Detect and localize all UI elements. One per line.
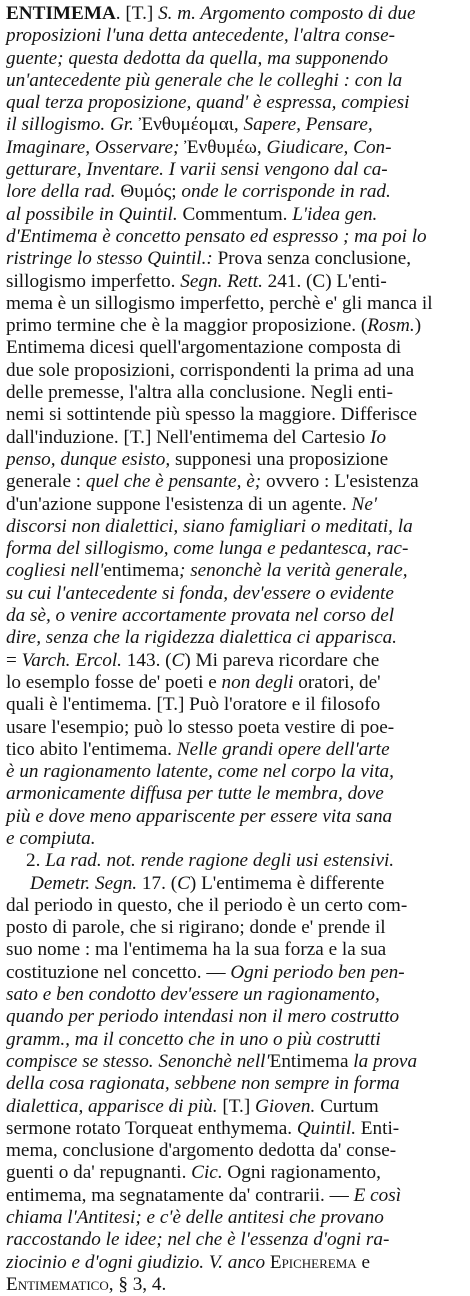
entry-line: e compiuta. [6, 827, 96, 849]
entry-line: gramm., ma il concetto che in uno o più costrutti [6, 1028, 381, 1050]
entry-line: al possibile in Quintil. Commentum. L'idea gen. [6, 203, 378, 225]
entry-line: qual terza proposizione, quand' è espressa, compiesi [6, 92, 410, 114]
entry-line: della cosa ragionata, sebbene non sempre in forma [6, 1073, 400, 1095]
entry-line: sillogismo imperfetto. Segn. Rett. 241. (C) L'enti- [6, 270, 387, 292]
entry-line: delle premesse, l'altra alla conclusione. Negli enti- [6, 382, 394, 404]
entry-line: da sè, o venire accortamente provata nel corso del [6, 605, 395, 627]
entry-line: sato e ben condotto dev'essere un ragionamento, [6, 984, 380, 1006]
entry-line: posto di parole, che si rigirano; donde e' prende il [6, 917, 386, 939]
entry-line: mema, conclusione d'argomento dedotta da' conse- [6, 1140, 397, 1162]
entry-line: getturare, Inventare. I varii sensi vengono dal ca- [6, 159, 388, 181]
entry-line: Entimematico, § 3, 4. [6, 1273, 167, 1295]
entry-line: penso, dunque esisto, supponesi una proposizione [6, 448, 389, 470]
entry-line: guenti o da' repugnanti. Cic. Ogni ragionamento, [6, 1162, 381, 1184]
entry-line: Imaginare, Osservare; Ἐνθυμέω, Giudicare, Con- [6, 136, 392, 158]
entry-line: suo nome : ma l'entimema ha la sua forza e la sua [6, 939, 387, 961]
entry-line: lore della rad. Θυμός; onde le corrisponde in rad. [6, 181, 391, 203]
entry-line: compisce se stesso. Senonchè nell'Entimema la prova [6, 1050, 418, 1072]
entry-line: forma del sillogismo, come lunga e pedantesca, rac- [6, 538, 409, 560]
entry-line: dall'induzione. [T.] Nell'entimema del Cartesio Io [6, 426, 387, 448]
entry-line: d'Entimema è concetto pensato ed espresso ; ma poi lo [6, 225, 427, 247]
entry-line: ristringe lo stesso Quintil.: Prova senza conclusione, [6, 248, 412, 270]
entry-line: due sole proposizioni, corrispondenti la prima ad una [6, 359, 415, 381]
entry-line: più e dove meno appariscente per essere vita sana [6, 805, 393, 827]
entry-line: generale : quel che è pensante, è; ovvero : L'esistenza [6, 471, 419, 493]
entry-line: il sillogismo. Gr. Ἐνθυμέομαι, Sapere, Pensare, [6, 114, 373, 136]
entry-line: usare l'esempio; può lo stesso poeta vestire di poe- [6, 716, 395, 738]
entry-line: lo esemplo fosse de' poeti e non degli oratori, de' [6, 671, 381, 693]
entry-line: ziocinio e d'ogni giudizio. V. anco Epicherema e [6, 1251, 371, 1273]
entry-line: è un ragionamento latente, come nel corpo la vita, [6, 761, 394, 783]
entry-line: ENTIMEMA. [T.] S. m. Argomento composto di due [6, 3, 416, 24]
entry-headword: ENTIMEMA [6, 3, 116, 24]
entry-line: nemi si sottintende più spesso la maggiore. Differisce [6, 404, 418, 426]
entry-line: d'un'azione suppone l'esistenza di un agente. Ne' [6, 493, 377, 515]
entry-line: chiama l'Antitesi; e c'è delle antitesi che provano [6, 1207, 384, 1229]
entry-line: proposizioni l'una detta antecedente, l'altra conse- [6, 25, 396, 47]
entry-line: raccostando le idee; nel che è l'essenza d'ogni ra- [6, 1229, 390, 1251]
entry-line: guente; questa dedotta da quella, ma supponendo [6, 47, 389, 69]
entry-line: Entimema dicesi quell'argomentazione composta di [6, 337, 402, 359]
entry-line: quando per periodo intendasi non il mero costrutto [6, 1006, 400, 1028]
entry-line: Demetr. Segn. 17. (C) L'entimema è differente [30, 872, 385, 894]
entry-line: dal periodo in questo, che il periodo è un certo com- [6, 894, 408, 916]
entry-line: armonicamente diffusa per tutte le membra, dove [6, 783, 384, 805]
entry-line: mema è un sillogismo imperfetto, perchè e' gli manca il [6, 292, 433, 314]
entry-line: tico abito l'entimema. Nelle grandi opere dell'arte [6, 738, 390, 760]
entry-line: un'antecedente più generale che le colleghi : con la [6, 69, 403, 91]
entry-line: sermone rotato Torqueat enthymema. Quintil. Enti- [6, 1117, 400, 1139]
entry-line: quali è l'entimema. [T.] Può l'oratore e il filosofo [6, 694, 381, 716]
entry-line: entimema, ma segnatamente da' contrarii. — E così [6, 1184, 402, 1206]
entry-line: dialettica, apparisce di più. [T.] Gioven. Curtum [6, 1095, 379, 1117]
entry-line: dire, senza che la rigidezza dialettica ci apparisca. [6, 627, 397, 649]
entry-line: costituzione nel concetto. — Ogni periodo ben pen- [6, 961, 405, 983]
entry-line: = Varch. Ercol. 143. (C) Mi pareva ricordare che [6, 649, 380, 671]
entry-line: su cui l'antecedente si fonda, dev'essere o evidente [6, 582, 394, 604]
entry-line: 2. La rad. not. rende ragione degli usi estensivi. [26, 850, 395, 872]
entry-line: cogliesi nell'entimema; senonchè la verità generale, [6, 560, 408, 582]
entry-line: primo termine che è la maggior proposizione. (Rosm.) [6, 315, 422, 337]
entry-line: discorsi non dialettici, siano famigliari o meditati, la [6, 515, 413, 537]
